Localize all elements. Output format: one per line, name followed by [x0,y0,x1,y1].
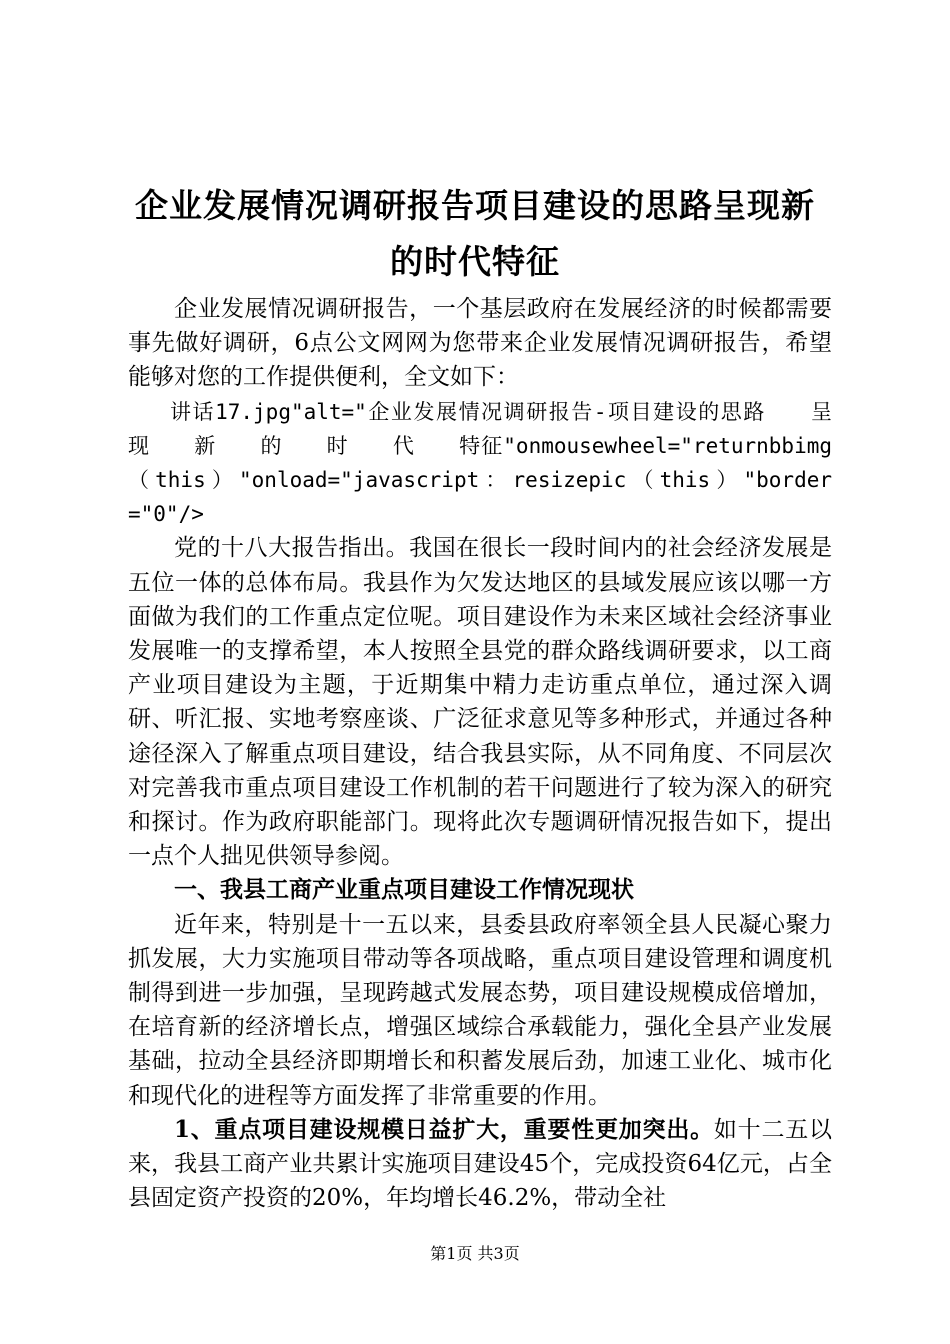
point-1-body: 如十二五以来，我县工商产业共累计实施项目建设45个，完成投资64亿元，占全县固定资产投资的20%，年均增长46.2%，带动全社 [128,1116,832,1212]
title-line-1: 企业发展情况调研报告项目建设的思路呈现新 [135,186,815,225]
document-body [128,292,874,1215]
party-report-paragraph: 党的十八大报告指出。我国在很长一段时间内的社会经济发展是五位一体的总体布局。我县作为欠发达地区的县域发展应该以哪一方面做为我们的工作重点定位呢。项目建设作为未来区域社会经济事业发展唯一的支撑希望，本人按照全县党的群众路线调研要求，以工商产业项目建设为主题，于近期集中精力走访重点单位，通过深入调研、听汇报、实地考察座谈、广泛征求意见等多种形式，并通过各种途径深入了解重点项目建设，结合我县实际，从不同角度、不同层次对完善我市重点项目建设工作机制的若干问题进行了较为深入的研究和探讨。作为政府职能部门。现将此次专题调研情况报告如下，提出一点个人拙见供领导参阅。 [128,535,832,870]
title-line-2: 的时代特征 [390,242,560,281]
document-title [100,178,850,290]
page-footer: 第1页 共3页 [430,1244,520,1263]
point-1-paragraph [128,1113,832,1216]
point-1-lead: 1、重点项目建设规模日益扩大，重要性更加突出。 [174,1115,714,1143]
image-code-paragraph: 讲话17.jpg"alt="企业发展情况调研报告-项目建设的思路 呈 现 新 的 时 代 特征"onmousewheel="returnbbimg（this）"onload="javascript：resizepic（this）"border="0"/> [128,399,874,527]
intro-paragraph: 企业发展情况调研报告，一个基层政府在发展经济的时候都需要事先做好调研，6点公文网网为您带来企业发展情况调研报告，希望能够对您的工作提供便利，全文如下： [128,296,832,391]
section-1-paragraph: 近年来，特别是十一五以来，县委县政府率领全县人民凝心聚力抓发展，大力实施项目带动等各项战略，重点项目建设管理和调度机制得到进一步加强，呈现跨越式发展态势，项目建设规模成倍增加，在培育新的经济增长点，增强区域综合承载能力，强化全县产业发展基础，拉动全县经济即期增长和积蓄发展后劲，加速工业化、城市化和现代化的进程等方面发挥了非常重要的作用。 [128,911,832,1109]
section-1-heading: 一、我县工商产业重点项目建设工作情况现状 [174,876,634,904]
